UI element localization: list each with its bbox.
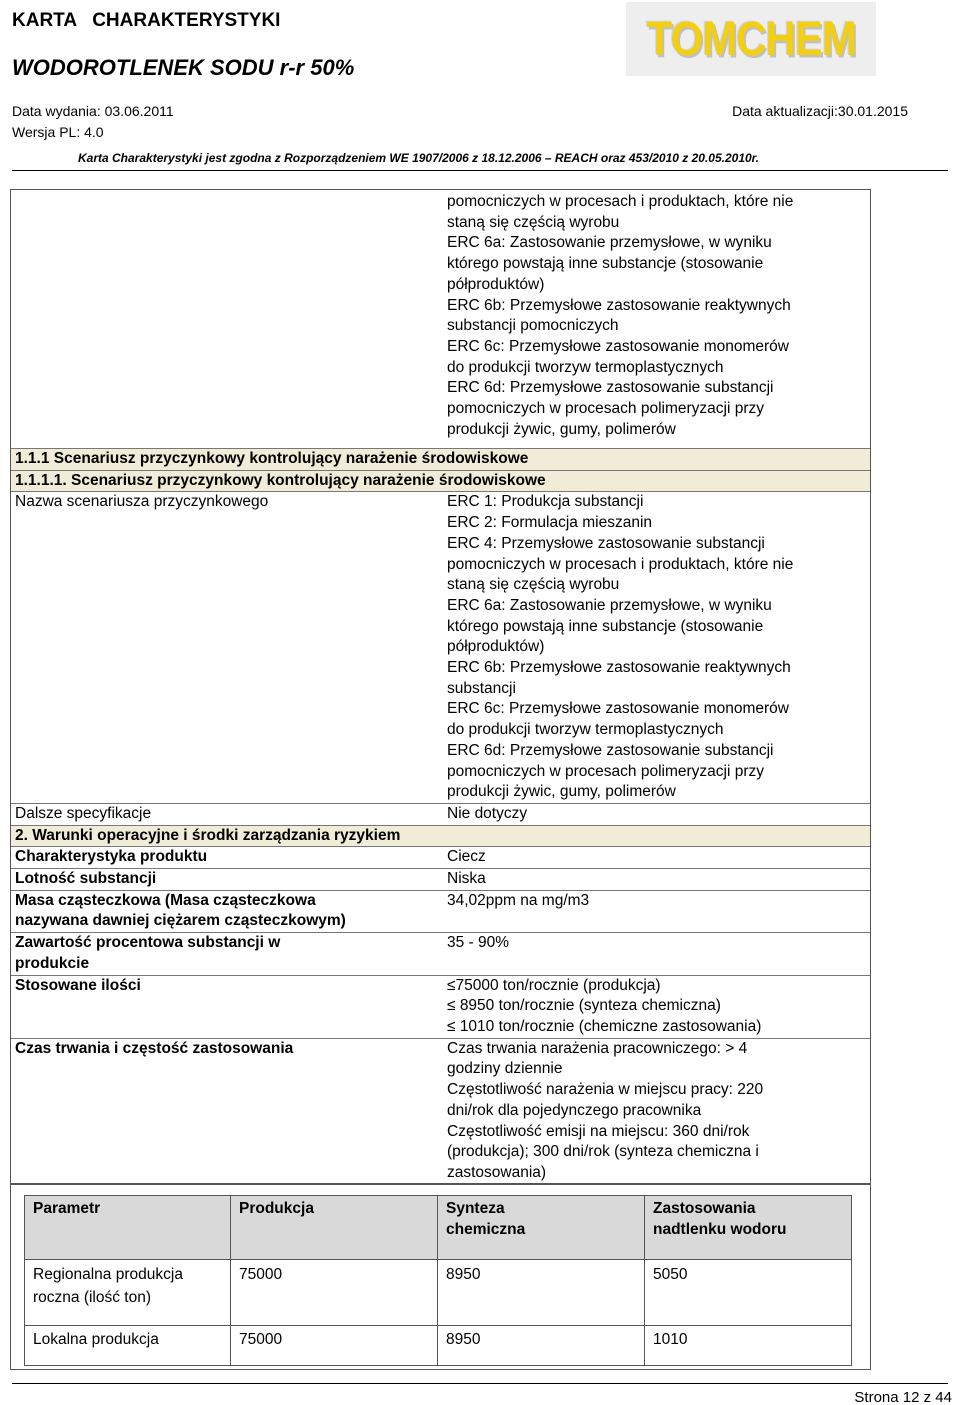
text-line: którego powstają inne substancje (stosowanie	[447, 617, 764, 635]
text-line: półproduktów)	[447, 275, 545, 293]
text-line: Zawartość procentowa substancji w	[15, 934, 281, 952]
property-label: Lotność substancji	[15, 870, 157, 888]
property-row	[11, 932, 870, 974]
text-line: ERC 1: Produkcja substancji	[447, 493, 644, 511]
main-table	[10, 189, 871, 1185]
property-label	[11, 891, 444, 932]
text-line: (produkcja); 300 dni/rok (synteza chemiczna i	[447, 1143, 759, 1161]
scenario-label: Nazwa scenariusza przyczynkowego	[15, 493, 269, 511]
column-header: Produkcja	[231, 1196, 438, 1260]
update-date: Data aktualizacji:30.01.2015	[732, 103, 908, 119]
table-header-row	[25, 1196, 852, 1260]
further-spec-label: Dalsze specyfikacje	[15, 804, 152, 822]
issue-date: Data wydania: 03.06.2011	[12, 103, 174, 119]
header-divider	[12, 170, 948, 171]
text-line: nazywana dawniej ciężarem cząsteczkowym)	[15, 912, 346, 930]
table-cell: 75000	[231, 1326, 438, 1366]
property-label: Stosowane ilości	[15, 976, 141, 994]
property-value: Niska	[447, 870, 486, 888]
top-continuation-row	[11, 190, 870, 448]
text-line: pomocniczych w procesach polimeryzacji przy	[447, 762, 765, 780]
text-line: ERC 6c: Przemysłowe zastosowanie monomerów	[447, 700, 789, 718]
text-line: produkcji żywic, gumy, polimerów	[447, 783, 676, 801]
column-header: Parametr	[25, 1196, 231, 1260]
text-line: Masa cząsteczkowa (Masa cząsteczkowa	[15, 891, 316, 909]
table-cell: 8950	[438, 1326, 645, 1366]
text-line: Regionalna produkcja	[33, 1266, 183, 1283]
property-row	[11, 890, 870, 932]
empty-cell	[11, 190, 444, 448]
text-line: ERC 6a: Zastosowanie przemysłowe, w wyniku	[447, 234, 772, 252]
text-line: ERC 4: Przemysłowe zastosowanie substancji	[447, 534, 765, 552]
property-label	[11, 933, 444, 974]
text-line: produkcji żywic, gumy, polimerów	[447, 420, 676, 438]
property-value	[444, 976, 870, 1038]
text-line: ERC 6a: Zastosowanie przemysłowe, w wyniku	[447, 596, 772, 614]
text-line: pomocniczych w procesach i produktach, które nie	[447, 555, 794, 573]
text-line: ERC 6d: Przemysłowe zastosowanie substancji	[447, 741, 774, 759]
property-row	[11, 846, 870, 868]
duration-label: Czas trwania i częstość zastosowania	[15, 1039, 294, 1057]
text-line: staną się częścią wyrobu	[447, 213, 620, 231]
text-line: ERC 6b: Przemysłowe zastosowanie reaktywnych	[447, 296, 791, 314]
text-line: półproduktów)	[447, 638, 545, 656]
table-cell	[25, 1260, 231, 1326]
section-heading-1-1-1: 1.1.1 Scenariusz przyczynkowy kontrolujący narażenie środowiskowe	[11, 448, 870, 470]
version: Wersja PL: 4.0	[12, 124, 104, 140]
table-cell: 75000	[231, 1260, 438, 1326]
parameter-table	[24, 1195, 852, 1366]
scenario-erc-list	[444, 492, 870, 803]
substance-name: WODOROTLENEK SODU r-r 50%	[12, 55, 355, 80]
section-heading-2: 2. Warunki operacyjne i środki zarządzania ryzykiem	[11, 825, 870, 847]
company-logo	[626, 2, 876, 76]
text-line: ERC 6c: Przemysłowe zastosowanie monomerów	[447, 337, 789, 355]
text-line: dni/rok dla pojedynczego pracownika	[447, 1101, 702, 1119]
top-erc-list	[444, 190, 870, 448]
text-line: zastosowania)	[447, 1163, 547, 1181]
column-header	[645, 1196, 852, 1260]
text-line: do produkcji tworzyw termoplastycznych	[447, 721, 724, 739]
page-number: Strona 12 z 44	[854, 1389, 952, 1405]
footer-divider	[12, 1383, 948, 1384]
logo-text: TOMCHEM	[646, 11, 856, 66]
table-cell: 1010	[645, 1326, 852, 1366]
text-line: ≤ 8950 ton/rocznie (synteza chemiczna)	[447, 997, 721, 1015]
property-value: 34,02ppm na mg/m3	[447, 891, 590, 909]
duration-value	[444, 1039, 870, 1184]
text-line: godziny dziennie	[447, 1060, 563, 1078]
property-value: 35 - 90%	[447, 934, 510, 952]
text-line: Synteza	[446, 1200, 505, 1217]
text-line: substancji	[447, 679, 516, 697]
regulation-note: Karta Charakterystyki jest zgodna z Rozporządzeniem WE 1907/2006 z 18.12.2006 – REACH oraz 453/2010 z 20.05.2010r.	[78, 151, 760, 165]
table-cell: Lokalna produkcja	[25, 1326, 231, 1366]
table-row	[25, 1260, 852, 1326]
further-spec-value: Nie dotyczy	[447, 804, 528, 822]
property-row	[11, 868, 870, 890]
text-line: ≤75000 ton/rocznie (produkcja)	[447, 976, 661, 994]
text-line: pomocniczych w procesach i produktach, które nie	[447, 193, 794, 210]
text-line: ERC 6b: Przemysłowe zastosowanie reaktywnych	[447, 659, 791, 677]
text-line: Częstotliwość emisji na miejscu: 360 dni/rok	[447, 1122, 750, 1140]
column-header	[438, 1196, 645, 1260]
text-line: ≤ 1010 ton/rocznie (chemiczne zastosowania)	[447, 1017, 762, 1035]
table-cell: 8950	[438, 1260, 645, 1326]
property-row	[11, 975, 870, 1038]
further-spec-row	[11, 803, 870, 825]
table-cell: 5050	[645, 1260, 852, 1326]
table-row	[25, 1326, 852, 1366]
scenario-row	[11, 491, 870, 803]
text-line: Czas trwania narażenia pracowniczego: > 4	[447, 1039, 748, 1057]
text-line: Częstotliwość narażenia w miejscu pracy: 220	[447, 1081, 764, 1099]
parameter-table-frame	[10, 1183, 871, 1370]
text-line: produkcie	[15, 954, 90, 972]
duration-row	[11, 1038, 870, 1184]
text-line: ERC 2: Formulacja mieszanin	[447, 514, 653, 532]
text-line: ERC 6d: Przemysłowe zastosowanie substancji	[447, 379, 774, 397]
text-line: chemiczna	[446, 1221, 526, 1238]
text-line: do produkcji tworzyw termoplastycznych	[447, 358, 724, 376]
text-line: Zastosowania	[653, 1200, 756, 1217]
text-line: substancji pomocniczych	[447, 317, 619, 335]
text-line: pomocniczych w procesach polimeryzacji przy	[447, 400, 765, 418]
text-line: roczna (ilość ton)	[33, 1289, 152, 1306]
text-line: którego powstają inne substancje (stosowanie	[447, 255, 764, 273]
property-value: Ciecz	[447, 848, 486, 866]
text-line: nadtlenku wodoru	[653, 1221, 787, 1238]
section-heading-1-1-1-1: 1.1.1.1. Scenariusz przyczynkowy kontrolujący narażenie środowiskowe	[11, 470, 870, 492]
text-line: staną się częścią wyrobu	[447, 576, 620, 594]
property-label: Charakterystyka produktu	[15, 848, 208, 866]
document-title: KARTA CHARAKTERYSTYKI	[12, 10, 281, 31]
